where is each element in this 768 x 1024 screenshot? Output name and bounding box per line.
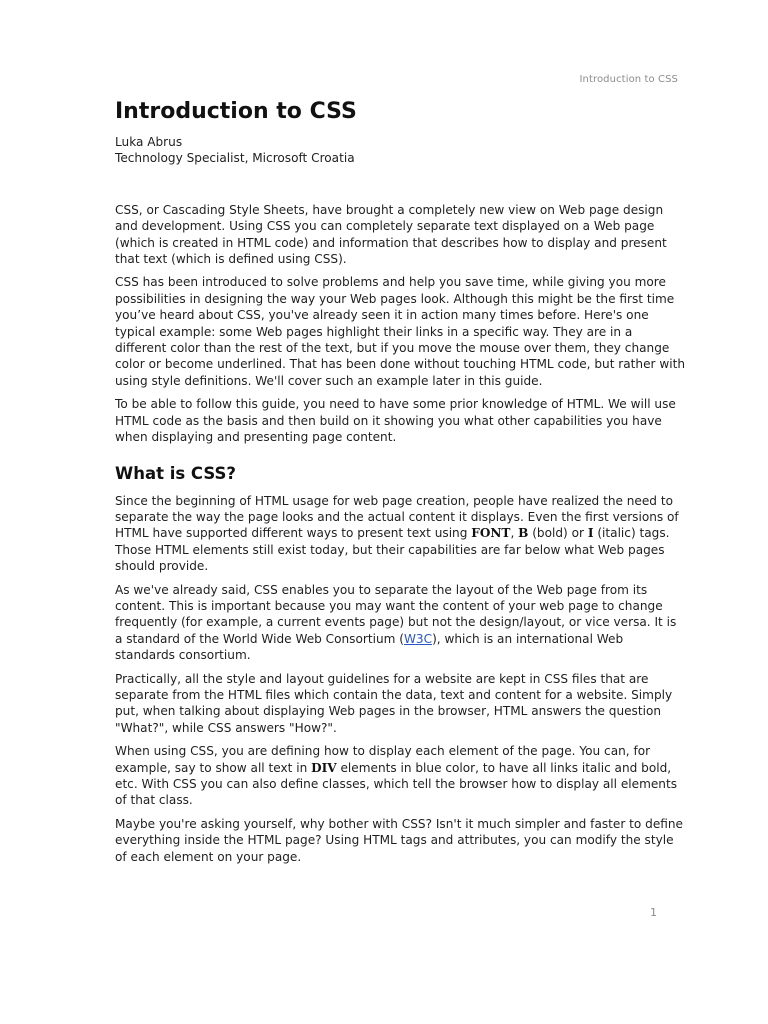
section-paragraph: [115, 582, 685, 664]
text-run: (bold) or: [528, 526, 588, 541]
w3c-link[interactable]: W3C: [403, 631, 433, 646]
section-paragraph: Maybe you're asking yourself, why bother with CSS? Isn't it much simpler and faster to define everything inside the HTML page? Using HTML tags and attributes, you can modify the style of each element on your page.: [115, 816, 683, 864]
page-number: 1: [650, 906, 657, 919]
section-paragraph: [115, 743, 685, 809]
author-name: Luka Abrus: [115, 135, 183, 149]
section-heading: What is CSS?: [115, 463, 236, 483]
text-run: elements in blue color, to have all links italic and bold, etc. With CSS you can also define classes, which tell the browser how to display all elements of that class.: [115, 760, 678, 808]
author-block: [115, 134, 685, 167]
code-term-i: I: [587, 526, 594, 541]
author-role: Technology Specialist, Microsoft Croatia: [115, 151, 355, 166]
document-body: [115, 96, 685, 872]
intro-paragraph: CSS, or Cascading Style Sheets, have brought a completely new view on Web page design and development. Using CSS you can completely separate text displayed on a Web page (which is created in HTML code) and information that describes how to display and present that text (which is defined using CSS).: [115, 202, 667, 267]
running-header: Introduction to CSS: [579, 74, 678, 85]
code-term-font: FONT: [471, 526, 511, 541]
text-run: Since the beginning of HTML usage for web page creation, people have realized the need to separate the way the page looks and the actual content it displays. Even the first versions of HTML have supported different ways to present text using: [115, 493, 679, 541]
code-term-b: B: [518, 526, 529, 541]
section-paragraph: [115, 493, 685, 575]
text-run: When using CSS, you are defining how to display each element of the page. You can, for example, say to show all text in: [115, 744, 651, 775]
code-term-div: DIV: [311, 760, 337, 775]
text-run: ,: [510, 526, 519, 541]
text-run: As we've already said, CSS enables you to separate the layout of the Web page from its content. This is important because you may want the content of your web page to change frequently (for example, a current events page) but not the design/layout, or vice versa. It is a standard of the World Wide Web Consortium (: [115, 582, 677, 646]
intro-paragraph: To be able to follow this guide, you need to have some prior knowledge of HTML. We will use HTML code as the basis and then build on it showing you what other capabilities you have when displaying and presenting page content.: [115, 397, 676, 445]
document-title: Introduction to CSS: [115, 99, 357, 124]
text-run: ), which is an international Web standards consortium.: [115, 631, 624, 663]
intro-paragraph: CSS has been introduced to solve problems and help you save time, while giving you more possibilities in designing the way your Web pages look. Although this might be the first time you’ve heard about CSS, you've already seen it in action many times before. Here's one typical example: some Web pages highlight their links in a specific way. They are in a different color than the rest of the text, but if you move the mouse over them, they change color or become underlined. That has been done without touching HTML code, but rather with using style definitions. We'll cover such an example later in this guide.: [115, 275, 686, 388]
text-run: (italic) tags. Those HTML elements still exist today, but their capabilities are far below what Web pages should provide.: [115, 526, 670, 574]
section-paragraph: Practically, all the style and layout guidelines for a website are kept in CSS files that are separate from the HTML files which contain the data, text and content for a website. Simply put, when talking about displaying Web pages in the browser, HTML answers the question "What?", while CSS answers "How?".: [115, 671, 673, 735]
